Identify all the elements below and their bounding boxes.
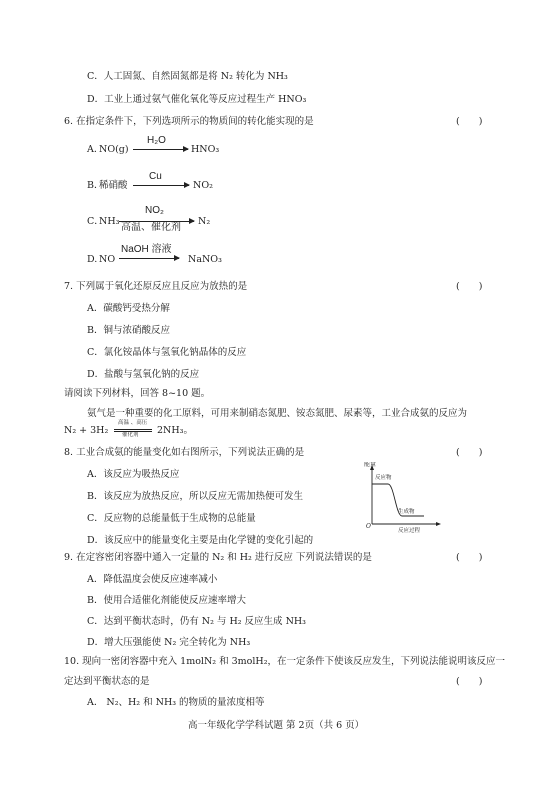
reaction-arrow xyxy=(119,258,179,259)
reading-instruction: 请阅读下列材料，回答 8~10 题。 xyxy=(64,388,211,399)
q8-stem: 8. 工业合成氨的能量变化如右图所示，下列说法正确的是 xyxy=(64,447,305,458)
q7-answer-paren: ( ) xyxy=(456,281,483,292)
reaction-arrow xyxy=(133,185,189,186)
q8-option-a: A．该反应为吸热反应 xyxy=(87,469,180,480)
product-label: 生成物 xyxy=(398,509,415,515)
q9-option-d: D．增大压强能使 N₂ 完全转化为 NH₃ xyxy=(87,637,251,648)
equation-condition-top: 高温 、高压 xyxy=(118,420,148,426)
q6-stem: 6. 在指定条件下，下列选项所示的物质间的转化能实现的是 xyxy=(64,116,314,127)
page-footer: 高一年级化学学科试题 第 2页（共 6 页） xyxy=(188,720,365,731)
option-letter: D. xyxy=(87,254,98,265)
q6-option-c xyxy=(87,206,317,240)
origin-label: O xyxy=(366,523,371,530)
reactant: 稀硝酸 xyxy=(99,180,128,191)
q10-option-a: A． N₂、H₂ 和 NH₃ 的物质的量浓度相等 xyxy=(87,697,265,708)
option-letter: C． xyxy=(87,216,104,227)
q9-stem: 9. 在定容密闭容器中通入一定量的 N₂ 和 H₂ 进行反应 下列说法错误的是 xyxy=(64,552,372,563)
synthesis-equation xyxy=(64,420,244,442)
equation-product: 2NH₃。 xyxy=(157,425,193,436)
q6-option-d xyxy=(87,244,317,268)
product: NO₂ xyxy=(193,180,213,191)
q7-stem: 7. 下列属于氧化还原反应且反应为放热的是 xyxy=(64,281,248,292)
material-text: 氨气是一种重要的化工原料，可用来制硝态氮肥、铵态氮肥、尿素等，工业合成氨的反应为 xyxy=(87,408,468,419)
q9-option-c: C．达到平衡状态时，仍有 N₂ 与 H₂ 反应生成 NH₃ xyxy=(87,616,306,627)
reactant: NO(g) xyxy=(99,144,129,155)
reaction-condition: H₂O xyxy=(147,135,166,146)
q9-option-b: B．使用合适催化剂能使反应速率增大 xyxy=(87,595,246,606)
energy-diagram xyxy=(362,462,442,534)
q8-option-b: B．该反应为放热反应，所以反应无需加热便可发生 xyxy=(87,491,303,502)
q5-option-d: D．工业上通过氨气催化氧化等反应过程生产 HNO₃ xyxy=(87,94,307,105)
option-letter: A． xyxy=(87,144,104,155)
q8-option-d: D．该反应中的能量变化主要是由化学键的变化引起的 xyxy=(87,535,314,546)
q7-option-c: C．氯化铵晶体与氢氧化钠晶体的反应 xyxy=(87,347,247,358)
reaction-arrow xyxy=(133,149,188,150)
q9-option-a: A．降低温度会使反应速率减小 xyxy=(87,574,218,585)
q6-option-b xyxy=(87,172,317,196)
x-axis-arrowhead xyxy=(436,522,441,526)
q6-answer-paren: ( ) xyxy=(456,116,483,127)
reactant: NO xyxy=(99,254,116,265)
q8-answer-paren: ( ) xyxy=(456,447,483,458)
x-axis-label: 反应过程 xyxy=(398,528,421,534)
q6-option-a xyxy=(87,136,317,160)
y-axis-label: 能量 xyxy=(364,462,377,468)
q10-answer-paren: ( ) xyxy=(456,676,483,687)
equation-condition-bottom: 催化剂 xyxy=(122,432,139,438)
q10-stem-continued: 定达到平衡状态的是 xyxy=(64,676,150,687)
option-letter: B． xyxy=(87,180,104,191)
equation-reactants: N₂ + 3H₂ xyxy=(64,425,109,436)
reactant-label: 反应物 xyxy=(375,475,392,481)
q8-option-c: C．反应物的总能量低于生成物的总能量 xyxy=(87,513,256,524)
q9-answer-paren: ( ) xyxy=(456,552,483,563)
q7-option-d: D．盐酸与氢氧化钠的反应 xyxy=(87,369,200,380)
reaction-condition: NO₂ xyxy=(145,205,164,216)
q7-option-a: A．碳酸钙受热分解 xyxy=(87,303,170,314)
equilibrium-bar-top xyxy=(114,429,152,430)
reaction-condition: NaOH 溶液 xyxy=(121,244,172,255)
reaction-condition: Cu xyxy=(149,171,162,182)
q7-option-b: B．铜与浓硝酸反应 xyxy=(87,325,170,336)
product: NaNO₃ xyxy=(188,254,222,265)
product: N₂ xyxy=(198,216,211,227)
reactant: NH₃ xyxy=(99,216,120,227)
q5-option-c: C．人工固氮、自然固氮都是将 N₂ 转化为 NH₃ xyxy=(87,71,288,82)
q10-stem: 10. 现向一密闭容器中充入 1molN₂ 和 3molH₂，在一定条件下使该反应发生，下列说法能说明该反应一 xyxy=(64,656,506,667)
product: HNO₃ xyxy=(191,144,220,155)
reaction-condition-bottom: 高温、催化剂 xyxy=(121,222,181,233)
